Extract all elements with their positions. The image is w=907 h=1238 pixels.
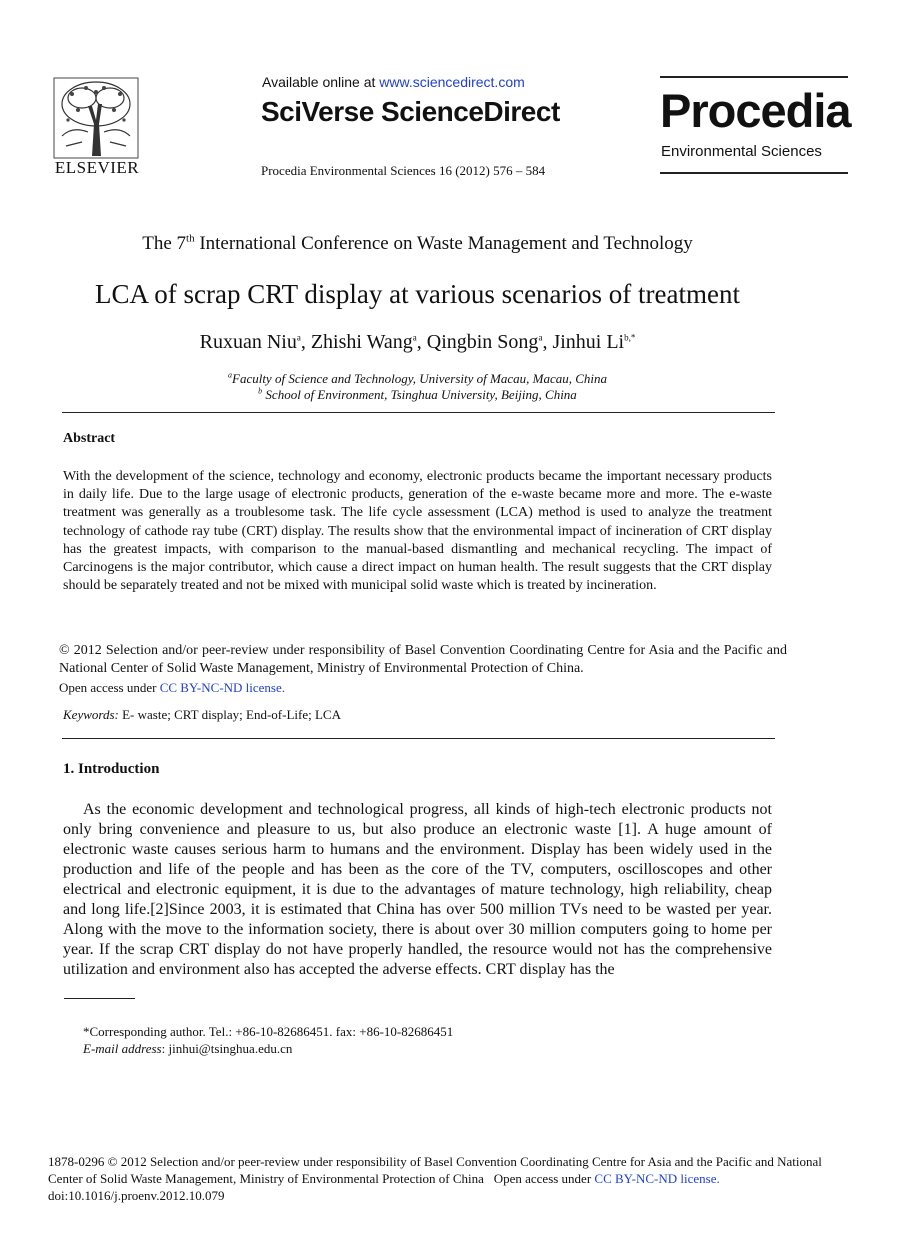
- elsevier-tree-logo: [52, 76, 140, 160]
- header-divider: [62, 412, 775, 413]
- sciencedirect-link[interactable]: www.sciencedirect.com: [379, 74, 525, 90]
- procedia-title: Procedia: [660, 84, 851, 137]
- author-name: Jinhui Li: [552, 331, 625, 353]
- introduction-body: As the economic development and technological progress, all kinds of high-tech electronic products not only bring convenience and pleasure to us, but also produce an electronic waste [1]. A huge amount of electronic waste causes serious harm to humans and the environment. Display has been widely used in the production and life of the people and has been as the core of the TV, computers, oscilloscopes and other electrical and electronic equipment, it is due to the advantages of mature technology, high reliability, cheap and long life.[2]Since 2003, it is estimated that China has over 500 million TVs need to be wasted per year. Along with the move to the information society, there is about over 30 million computers going to home per year. If the scrap CRT display do not have properly handled, the resource would not has the comprehensive utilization and environment also has accepted the adverse effects. CRT display has the: [63, 801, 772, 978]
- author-sup: b,*: [624, 332, 636, 343]
- open-access-prefix: Open access under: [59, 680, 160, 695]
- introduction-heading: 1. Introduction: [63, 761, 160, 777]
- affiliation-sup: b: [258, 386, 263, 396]
- abstract-body: With the development of the science, technology and economy, electronic products became the important necessary products in daily life. Due to the large usage of electronic products, generation of the e-waste became more and more. The e-waste treatment was generally as a troublesome task. The life cycle assessment (LCA) method is used to analyze the treatment technology of cathode ray tube (CRT) display. The results show that the environmental impact of incineration of CRT display has the greatest impacts, with comparison to the manual-based dismantling and mechanical recycling. The impact of Carcinogens is the major contributor, which cause a direct impact on human health. The result suggests that the CRT display should be separately treated and not be mixed with municipal solid waste which is treated by incineration.: [63, 469, 772, 594]
- footer-open-access-prefix: Open access under: [493, 1171, 595, 1186]
- conference-name: [0, 233, 835, 255]
- email-label: E-mail address: [83, 1041, 162, 1056]
- conference-post: International Conference on Waste Management and Technology: [194, 233, 693, 254]
- procedia-bottom-rule: [660, 172, 848, 174]
- footer-issn-line: 1878-0296 © 2012 Selection and/or peer-review under responsibility of Basel Convention Coordinating Centre for Asia and the Pacific and National: [48, 1154, 822, 1169]
- available-online-line: [262, 74, 525, 90]
- procedia-top-rule: [660, 76, 848, 78]
- sciverse-title: SciVerse ScienceDirect: [261, 96, 560, 127]
- corresponding-author-note: *Corresponding author. Tel.: +86-10-82686451. fax: +86-10-82686451: [83, 1024, 454, 1039]
- keywords-line: [63, 707, 341, 723]
- footer-center-line: [48, 1171, 720, 1187]
- affiliation-a: [0, 371, 835, 387]
- publisher-name: ELSEVIER: [54, 158, 140, 177]
- paper-title: LCA of scrap CRT display at various scenarios of treatment: [95, 279, 740, 309]
- procedia-subtitle: Environmental Sciences: [661, 143, 822, 160]
- email-note: [83, 1041, 292, 1057]
- footer-license-link[interactable]: CC BY-NC-ND license.: [594, 1171, 720, 1186]
- author-name: Qingbin Song: [426, 331, 539, 353]
- keywords-values: E- waste; CRT display; End-of-Life; LCA: [118, 707, 341, 722]
- open-access-line: [59, 680, 285, 696]
- abstract-heading: Abstract: [63, 431, 116, 446]
- footnote-divider: [64, 998, 135, 999]
- copyright-notice: © 2012 Selection and/or peer-review under responsibility of Basel Convention Coordinating Centre for Asia and the Pacific and National Center of Solid Waste Management, Ministry of Environmental Protection of China.: [59, 643, 787, 676]
- affiliation-sup: a: [228, 370, 232, 380]
- author-separator: ,: [416, 331, 427, 353]
- doi-line: doi:10.1016/j.proenv.2012.10.079: [48, 1188, 225, 1203]
- affiliation-b: [0, 387, 835, 403]
- conference-sup: th: [186, 232, 195, 245]
- author-separator: ,: [542, 331, 553, 353]
- author-sup: a: [296, 332, 301, 343]
- available-online-text: Available online at: [262, 74, 376, 90]
- affiliation-text: Faculty of Science and Technology, University of Macau, Macau, China: [232, 371, 607, 386]
- author-sup: a: [538, 332, 543, 343]
- author-name: Ruxuan Niu: [199, 331, 297, 353]
- conference-pre: The 7: [142, 233, 187, 254]
- author-sup: a: [412, 332, 417, 343]
- author-separator: ,: [300, 331, 311, 353]
- license-link[interactable]: CC BY-NC-ND license.: [159, 680, 286, 695]
- author-name: Zhishi Wang: [310, 331, 413, 353]
- keywords-divider: [62, 738, 775, 739]
- keywords-label: Keywords:: [63, 707, 119, 722]
- journal-citation: Procedia Environmental Sciences 16 (2012) 576 – 584: [261, 163, 546, 178]
- affiliation-text: School of Environment, Tsinghua University, Beijing, China: [262, 387, 577, 402]
- author-list: [0, 331, 835, 354]
- footer-center-text: Center of Solid Waste Management, Ministry of Environmental Protection of China: [48, 1171, 484, 1186]
- email-value: : jinhui@tsinghua.edu.cn: [161, 1041, 293, 1056]
